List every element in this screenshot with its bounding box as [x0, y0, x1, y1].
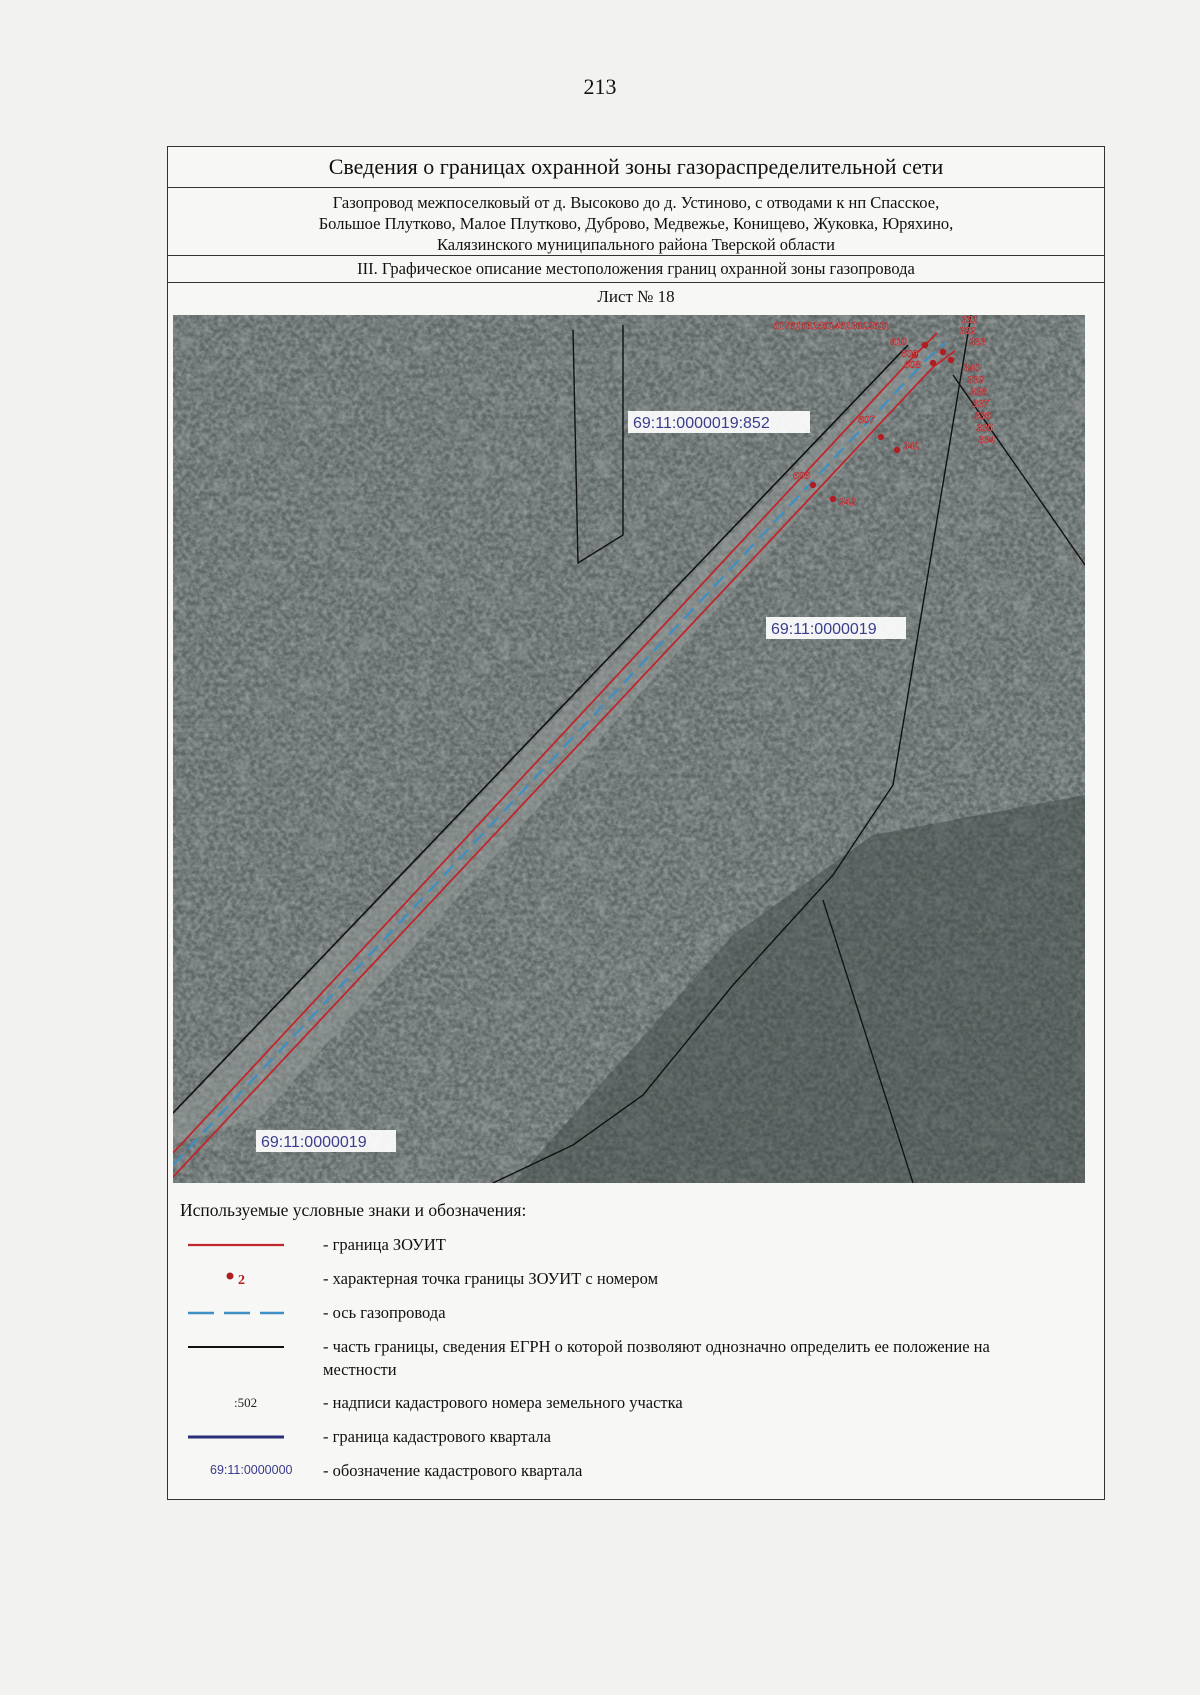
legend-item-quarter-label	[168, 1457, 1098, 1491]
red-point-symbol	[188, 1267, 284, 1291]
point-label-row: 617616615614613612611	[773, 321, 890, 332]
point-label: 610	[890, 337, 907, 348]
legend-item-zone-point	[168, 1265, 1098, 1299]
red-line-symbol	[188, 1233, 284, 1257]
point-marker	[940, 349, 946, 355]
point-label: 332	[959, 326, 976, 337]
legend-item-zone-boundary	[168, 1231, 1098, 1265]
point-symbol-label: 2	[238, 1273, 245, 1288]
point-label: 338	[970, 387, 987, 398]
legend-item-parcel-label	[168, 1389, 1098, 1423]
cadastral-label-quarter	[766, 617, 906, 639]
cadastral-label-parcel	[628, 411, 810, 433]
point-marker	[894, 447, 900, 453]
point-label: 334	[978, 435, 995, 446]
legend-text: - ось газопровода	[323, 1303, 446, 1322]
point-label: 341	[903, 441, 920, 452]
quarter-label-symbol	[188, 1459, 293, 1483]
quarter-number: 69:11:0000019	[771, 621, 877, 638]
parcel-label-symbol	[188, 1391, 284, 1415]
point-label: 335	[976, 423, 993, 434]
point-label: 333	[969, 337, 986, 348]
description-line: Калязинского муниципального района Тверской области	[437, 235, 835, 254]
point-label: 606	[793, 471, 810, 482]
point-marker	[830, 496, 836, 502]
document-title: Сведения о границах охранной зоны газораспределительной сети	[168, 147, 1104, 188]
legend	[168, 1231, 1098, 1491]
legend-item-pipeline-axis	[168, 1299, 1098, 1333]
legend-text: - часть границы, сведения ЕГРН о которой позволяют однозначно определить ее положение на местности	[323, 1337, 990, 1379]
navy-line-symbol	[188, 1425, 284, 1449]
point-marker	[930, 360, 936, 366]
legend-text: - обозначение кадастрового квартала	[323, 1461, 583, 1480]
legend-text: - надписи кадастрового номера земельного участка	[323, 1393, 683, 1412]
point-label: 609	[901, 349, 918, 360]
cadastral-map	[173, 315, 1085, 1183]
legend-text: - характерная точка границы ЗОУИТ с номером	[323, 1269, 659, 1288]
legend-item-egrn-boundary	[168, 1333, 1098, 1389]
quarter-label-sample: 69:11:0000000	[210, 1463, 293, 1477]
pipeline-description	[168, 188, 1104, 256]
sheet-number: Лист № 18	[597, 287, 675, 306]
point-marker	[878, 434, 884, 440]
point-label: 340	[963, 363, 980, 374]
map-svg	[173, 315, 1085, 1183]
legend-item-quarter-boundary	[168, 1423, 1098, 1457]
point-marker	[810, 482, 816, 488]
point-label: 337	[972, 399, 989, 410]
black-line-symbol	[188, 1335, 284, 1359]
section-title: III. Графическое описание местоположения границ охранной зоны газопровода	[168, 256, 1104, 283]
point-label: 331	[961, 315, 978, 326]
point-label: 607	[858, 415, 875, 426]
description-line: Газопровод межпоселковый от д. Высоково до д. Устиново, с отводами к нп Спасское,	[332, 193, 940, 212]
description-line: Большое Плутково, Малое Плутково, Дуброво, Медвежье, Конищево, Жуковка, Юряхино,	[318, 214, 954, 233]
point-label: 608	[904, 360, 921, 371]
quarter-number: 69:11:0000019	[261, 1134, 367, 1151]
point-marker	[948, 357, 954, 363]
legend-text: - граница ЗОУИТ	[323, 1235, 446, 1254]
point-label: 336	[974, 411, 991, 422]
cadastral-label-quarter	[256, 1130, 396, 1152]
parcel-label-sample: :502	[234, 1395, 258, 1410]
parcel-number: 69:11:0000019:852	[633, 415, 770, 432]
point-label: 342	[839, 497, 856, 508]
point-marker	[922, 342, 928, 348]
point-label: 339	[967, 375, 984, 386]
document-frame	[167, 146, 1105, 1500]
page-number: 213	[583, 74, 617, 99]
legend-title: Используемые условные знаки и обозначения:	[180, 1200, 527, 1220]
legend-text: - граница кадастрового квартала	[323, 1427, 551, 1446]
blue-dashed-line-symbol	[188, 1301, 284, 1325]
